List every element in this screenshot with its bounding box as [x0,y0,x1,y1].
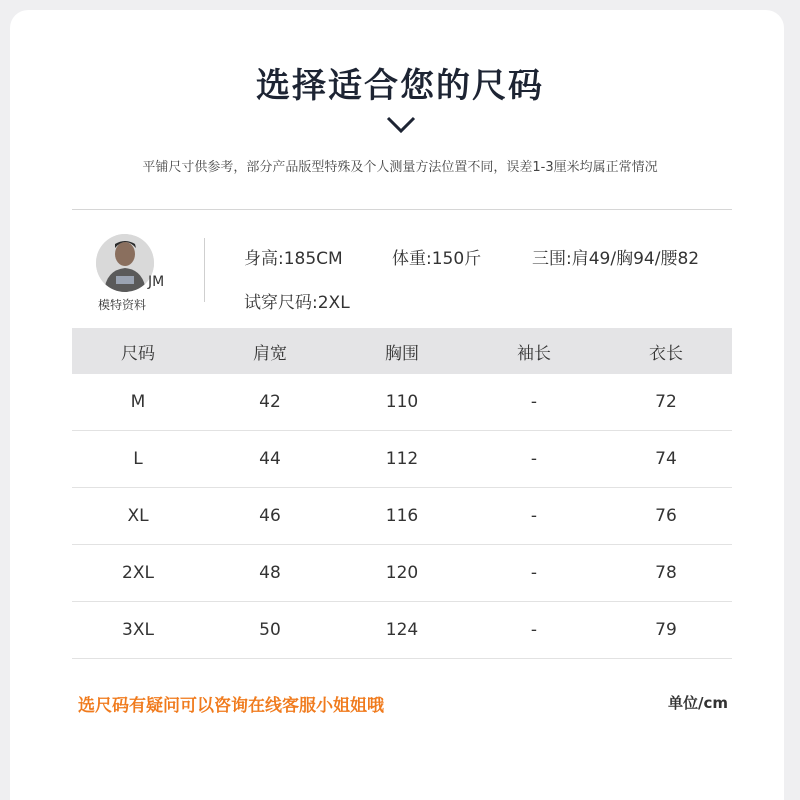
cell-size: XL [72,488,204,545]
header-length: 衣长 [600,328,732,374]
model-weight: 体重:150斤 [392,249,482,269]
size-table [72,328,732,659]
cell-size: 3XL [72,602,204,659]
header-chest: 胸围 [336,328,468,374]
cell-shoulder: 44 [204,431,336,488]
model-avatar [96,234,154,292]
cell-size: M [72,374,204,431]
cell-length: 78 [600,545,732,602]
cell-chest: 124 [336,602,468,659]
cell-sleeve: - [468,545,600,602]
table-row [72,431,732,488]
cell-length: 74 [600,431,732,488]
cell-shoulder: 50 [204,602,336,659]
table-row [72,488,732,545]
model-height: 身高:185CM [244,249,343,269]
model-tried-size: 试穿尺码:2XL [244,293,350,313]
cell-sleeve: - [468,431,600,488]
table-header-row [72,328,732,374]
size-disclaimer: 平铺尺寸供参考，部分产品版型特殊及个人测量方法位置不同，误差1-3厘米均属正常情况 [142,160,658,175]
model-caption: 模特资料 [98,298,147,312]
model-measurements: 三围:肩49/胸94/腰82 [532,249,700,269]
cell-sleeve: - [468,374,600,431]
cell-chest: 120 [336,545,468,602]
cell-sleeve: - [468,602,600,659]
cell-chest: 112 [336,431,468,488]
vertical-divider [204,238,205,302]
unit-label: 单位/cm [668,694,729,712]
cell-length: 79 [600,602,732,659]
model-photo-icon [96,234,154,292]
cell-shoulder: 42 [204,374,336,431]
page-title: 选择适合您的尺码 [256,66,544,106]
cell-length: 72 [600,374,732,431]
cell-length: 76 [600,488,732,545]
cell-size: 2XL [72,545,204,602]
chevron-down-icon [386,115,416,135]
header-sleeve: 袖长 [468,328,600,374]
model-name: JM [148,274,165,290]
cell-size: L [72,431,204,488]
cell-shoulder: 48 [204,545,336,602]
table-row [72,545,732,602]
header-size: 尺码 [72,328,204,374]
cell-shoulder: 46 [204,488,336,545]
cell-chest: 116 [336,488,468,545]
cell-sleeve: - [468,488,600,545]
cell-chest: 110 [336,374,468,431]
table-row [72,602,732,659]
consult-note: 选尺码有疑问可以咨询在线客服小姐姐哦 [78,696,384,716]
header-shoulder: 肩宽 [204,328,336,374]
section-divider [72,209,732,210]
table-row [72,374,732,431]
